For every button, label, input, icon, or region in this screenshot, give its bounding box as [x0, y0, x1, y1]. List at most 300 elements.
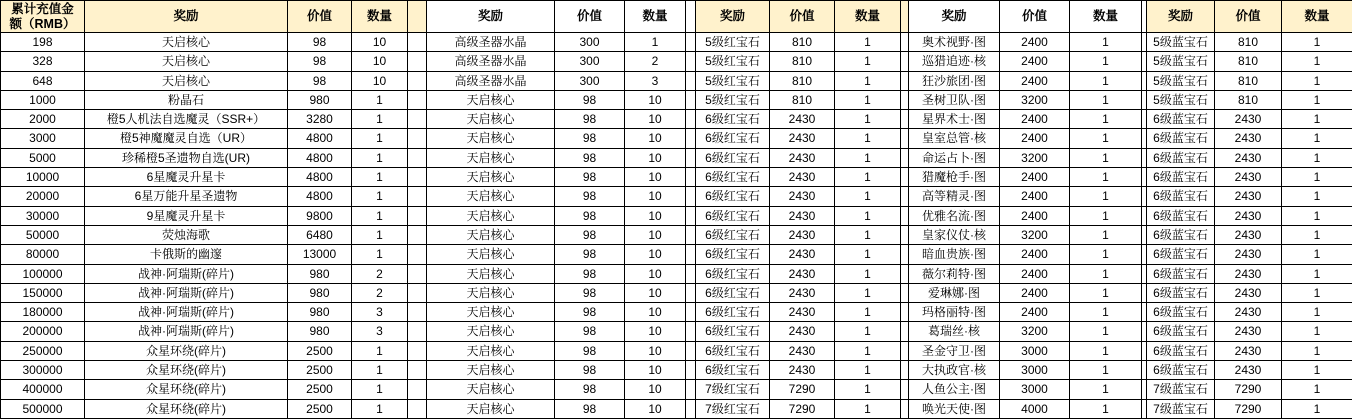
qty-cell: 1	[1070, 33, 1142, 52]
value-cell: 98	[555, 225, 625, 244]
value-cell: 2400	[1000, 264, 1070, 283]
qty-cell: 1	[835, 148, 901, 167]
reward-cell: 众星环绕(碎片)	[85, 399, 288, 418]
qty-cell: 1	[835, 52, 901, 71]
qty-cell: 1	[1070, 187, 1142, 206]
reward-cell: 5级红宝石	[696, 71, 770, 90]
qty-cell: 1	[352, 148, 408, 167]
reward-cell: 猎魔枪手·图	[909, 168, 1000, 187]
reward-cell: 6级蓝宝石	[1147, 322, 1215, 341]
reward-cell: 6级红宝石	[696, 206, 770, 225]
qty-cell: 1	[835, 399, 901, 418]
qty-cell: 1	[835, 264, 901, 283]
reward-cell: 战神·阿瑞斯(碎片)	[85, 264, 288, 283]
value-cell: 7290	[770, 380, 835, 399]
value-cell: 2430	[1215, 264, 1282, 283]
reward-cell: 天启核心	[427, 341, 555, 360]
qty-cell: 1	[1070, 361, 1142, 380]
qty-cell: 1	[1070, 129, 1142, 148]
table-row	[1, 361, 1352, 380]
value-cell: 2430	[770, 264, 835, 283]
table-row	[1, 168, 1352, 187]
column-header-amount	[1, 1, 85, 33]
reward-cell: 6级蓝宝石	[1147, 168, 1215, 187]
qty-cell: 3	[625, 71, 686, 90]
separator-cell	[408, 90, 427, 109]
reward-cell: 6级蓝宝石	[1147, 148, 1215, 167]
reward-cell: 天启核心	[85, 71, 288, 90]
reward-cell: 6级红宝石	[696, 148, 770, 167]
value-cell: 98	[555, 206, 625, 225]
reward-cell: 天启核心	[427, 245, 555, 264]
reward-cell: 天启核心	[427, 399, 555, 418]
qty-cell: 1	[1282, 129, 1352, 148]
value-cell: 2430	[1215, 148, 1282, 167]
separator-cell	[901, 341, 909, 360]
value-cell: 3200	[1000, 148, 1070, 167]
reward-cell: 天启核心	[427, 187, 555, 206]
table-row	[1, 264, 1352, 283]
value-cell: 2430	[770, 129, 835, 148]
separator-cell	[408, 187, 427, 206]
value-cell: 2430	[1215, 303, 1282, 322]
reward-cell: 6级蓝宝石	[1147, 225, 1215, 244]
column-header-value-3: 价值	[770, 1, 835, 33]
reward-cell: 众星环绕(碎片)	[85, 380, 288, 399]
reward-cell: 珍稀橙5圣遗物自选(UR)	[85, 148, 288, 167]
qty-cell: 10	[625, 110, 686, 129]
separator-cell	[686, 71, 696, 90]
value-cell: 98	[555, 341, 625, 360]
amount-cell: 150000	[1, 283, 85, 302]
value-cell: 810	[770, 52, 835, 71]
value-cell: 2400	[1000, 303, 1070, 322]
amount-cell: 250000	[1, 341, 85, 360]
qty-cell: 2	[352, 264, 408, 283]
reward-cell: 天启核心	[85, 33, 288, 52]
qty-cell: 1	[1282, 245, 1352, 264]
separator-cell	[408, 71, 427, 90]
qty-cell: 1	[835, 303, 901, 322]
reward-cell: 6星魔灵升星卡	[85, 168, 288, 187]
separator-header-2	[686, 1, 696, 33]
value-cell: 2430	[770, 322, 835, 341]
value-cell: 2400	[1000, 168, 1070, 187]
reward-cell: 星界术士·图	[909, 110, 1000, 129]
value-cell: 2500	[288, 341, 352, 360]
qty-cell: 1	[1070, 322, 1142, 341]
reward-cell: 5级蓝宝石	[1147, 33, 1215, 52]
value-cell: 300	[555, 33, 625, 52]
reward-cell: 6级蓝宝石	[1147, 303, 1215, 322]
reward-cell: 6级蓝宝石	[1147, 129, 1215, 148]
reward-cell: 天启核心	[427, 129, 555, 148]
qty-cell: 1	[1282, 148, 1352, 167]
qty-cell: 1	[1282, 322, 1352, 341]
separator-cell	[408, 322, 427, 341]
qty-cell: 1	[835, 245, 901, 264]
separator-cell	[686, 361, 696, 380]
qty-cell: 2	[352, 283, 408, 302]
table-row	[1, 380, 1352, 399]
qty-cell: 10	[625, 283, 686, 302]
reward-cell: 6级红宝石	[696, 361, 770, 380]
value-cell: 3200	[1000, 225, 1070, 244]
qty-cell: 1	[1070, 206, 1142, 225]
column-header-reward-2: 奖励	[427, 1, 555, 33]
reward-cell: 大执政官·核	[909, 361, 1000, 380]
value-cell: 2400	[1000, 52, 1070, 71]
qty-cell: 1	[352, 168, 408, 187]
table-body	[1, 33, 1352, 419]
separator-cell	[686, 245, 696, 264]
column-header-reward-4: 奖励	[909, 1, 1000, 33]
value-cell: 6480	[288, 225, 352, 244]
qty-cell: 10	[625, 322, 686, 341]
value-cell: 13000	[288, 245, 352, 264]
reward-cell: 圣金守卫·图	[909, 341, 1000, 360]
separator-cell	[408, 52, 427, 71]
value-cell: 2400	[1000, 129, 1070, 148]
reward-cell: 6级蓝宝石	[1147, 245, 1215, 264]
qty-cell: 1	[352, 110, 408, 129]
value-cell: 980	[288, 322, 352, 341]
qty-cell: 1	[352, 225, 408, 244]
value-cell: 810	[1215, 71, 1282, 90]
reward-cell: 5级红宝石	[696, 33, 770, 52]
reward-cell: 6级红宝石	[696, 245, 770, 264]
value-cell: 2500	[288, 380, 352, 399]
reward-cell: 卡俄斯的幽邃	[85, 245, 288, 264]
value-cell: 98	[555, 187, 625, 206]
qty-cell: 1	[835, 322, 901, 341]
column-header-reward-1: 奖励	[85, 1, 288, 33]
separator-cell	[686, 206, 696, 225]
reward-cell: 6级红宝石	[696, 168, 770, 187]
value-cell: 4800	[288, 187, 352, 206]
qty-cell: 1	[1070, 264, 1142, 283]
separator-cell	[408, 380, 427, 399]
reward-cell: 天启核心	[427, 90, 555, 109]
separator-cell	[686, 33, 696, 52]
reward-cell: 天启核心	[85, 52, 288, 71]
separator-cell	[686, 90, 696, 109]
reward-cell: 7级蓝宝石	[1147, 380, 1215, 399]
amount-cell: 200000	[1, 322, 85, 341]
separator-cell	[686, 399, 696, 418]
separator-cell	[686, 110, 696, 129]
value-cell: 7290	[1215, 380, 1282, 399]
qty-cell: 10	[625, 341, 686, 360]
value-cell: 3200	[1000, 322, 1070, 341]
reward-cell: 高级圣器水晶	[427, 52, 555, 71]
amount-cell: 50000	[1, 225, 85, 244]
value-cell: 980	[288, 283, 352, 302]
qty-cell: 10	[625, 361, 686, 380]
reward-cell: 荧烛海歌	[85, 225, 288, 244]
header-row	[1, 1, 1352, 33]
qty-cell: 1	[1070, 110, 1142, 129]
qty-cell: 1	[352, 90, 408, 109]
reward-cell: 6级蓝宝石	[1147, 110, 1215, 129]
reward-cell: 粉晶石	[85, 90, 288, 109]
column-header-value-5: 价值	[1215, 1, 1282, 33]
value-cell: 2430	[1215, 361, 1282, 380]
qty-cell: 1	[1070, 283, 1142, 302]
separator-cell	[408, 168, 427, 187]
column-header-qty-5: 数量	[1282, 1, 1352, 33]
separator-cell	[901, 33, 909, 52]
qty-cell: 1	[1282, 264, 1352, 283]
qty-cell: 10	[625, 245, 686, 264]
qty-cell: 1	[835, 361, 901, 380]
separator-cell	[408, 303, 427, 322]
value-cell: 4000	[1000, 399, 1070, 418]
value-cell: 2430	[1215, 129, 1282, 148]
reward-cell: 战神·阿瑞斯(碎片)	[85, 303, 288, 322]
reward-cell: 6级红宝石	[696, 129, 770, 148]
separator-cell	[408, 264, 427, 283]
qty-cell: 1	[1070, 303, 1142, 322]
value-cell: 4800	[288, 148, 352, 167]
qty-cell: 10	[352, 33, 408, 52]
reward-cell: 6级红宝石	[696, 110, 770, 129]
reward-cell: 爱琳娜·图	[909, 283, 1000, 302]
value-cell: 98	[555, 399, 625, 418]
reward-cell: 6级蓝宝石	[1147, 361, 1215, 380]
value-cell: 810	[770, 90, 835, 109]
separator-cell	[686, 225, 696, 244]
separator-cell	[686, 52, 696, 71]
value-cell: 980	[288, 264, 352, 283]
value-cell: 2430	[770, 110, 835, 129]
reward-cell: 7级蓝宝石	[1147, 399, 1215, 418]
qty-cell: 1	[352, 399, 408, 418]
table-row	[1, 283, 1352, 302]
qty-cell: 10	[625, 303, 686, 322]
separator-cell	[408, 110, 427, 129]
value-cell: 2430	[770, 187, 835, 206]
reward-cell: 天启核心	[427, 110, 555, 129]
separator-cell	[901, 52, 909, 71]
value-cell: 2430	[770, 225, 835, 244]
reward-cell: 皇家仪仗·核	[909, 225, 1000, 244]
qty-cell: 1	[1282, 187, 1352, 206]
value-cell: 810	[1215, 33, 1282, 52]
qty-cell: 1	[1282, 52, 1352, 71]
column-header-value-2: 价值	[555, 1, 625, 33]
separator-cell	[408, 129, 427, 148]
separator-cell	[408, 399, 427, 418]
value-cell: 2430	[1215, 341, 1282, 360]
separator-cell	[901, 148, 909, 167]
reward-cell: 玛格丽特·图	[909, 303, 1000, 322]
separator-cell	[686, 148, 696, 167]
reward-cell: 6级蓝宝石	[1147, 283, 1215, 302]
qty-cell: 1	[1070, 380, 1142, 399]
qty-cell: 1	[352, 129, 408, 148]
amount-cell: 500000	[1, 399, 85, 418]
value-cell: 2430	[770, 168, 835, 187]
reward-cell: 5级红宝石	[696, 90, 770, 109]
qty-cell: 10	[352, 52, 408, 71]
amount-cell: 10000	[1, 168, 85, 187]
separator-cell	[901, 399, 909, 418]
qty-cell: 10	[625, 380, 686, 399]
table-row	[1, 341, 1352, 360]
qty-cell: 1	[1282, 33, 1352, 52]
qty-cell: 1	[835, 283, 901, 302]
value-cell: 2400	[1000, 283, 1070, 302]
value-cell: 9800	[288, 206, 352, 225]
separator-cell	[408, 283, 427, 302]
reward-cell: 众星环绕(碎片)	[85, 341, 288, 360]
qty-cell: 1	[352, 341, 408, 360]
reward-cell: 战神·阿瑞斯(碎片)	[85, 283, 288, 302]
value-cell: 98	[555, 168, 625, 187]
qty-cell: 1	[1282, 341, 1352, 360]
value-cell: 2430	[770, 148, 835, 167]
reward-cell: 6级红宝石	[696, 283, 770, 302]
qty-cell: 10	[352, 71, 408, 90]
reward-cell: 天启核心	[427, 380, 555, 399]
separator-header-3	[901, 1, 909, 33]
amount-header-line2: 额（RMB）	[9, 16, 76, 31]
reward-cell: 5级蓝宝石	[1147, 90, 1215, 109]
reward-cell: 6级红宝石	[696, 264, 770, 283]
value-cell: 810	[770, 33, 835, 52]
reward-cell: 天启核心	[427, 168, 555, 187]
separator-cell	[686, 283, 696, 302]
qty-cell: 10	[625, 148, 686, 167]
qty-cell: 1	[835, 33, 901, 52]
value-cell: 2430	[770, 206, 835, 225]
value-cell: 98	[555, 283, 625, 302]
qty-cell: 1	[352, 187, 408, 206]
reward-cell: 暗血贵族·图	[909, 245, 1000, 264]
value-cell: 2430	[770, 361, 835, 380]
table-row	[1, 148, 1352, 167]
qty-cell: 10	[625, 168, 686, 187]
value-cell: 98	[288, 71, 352, 90]
qty-cell: 10	[625, 187, 686, 206]
column-header-reward-5: 奖励	[1147, 1, 1215, 33]
value-cell: 2430	[1215, 206, 1282, 225]
amount-cell: 180000	[1, 303, 85, 322]
column-header-value-1: 价值	[288, 1, 352, 33]
separator-cell	[901, 129, 909, 148]
qty-cell: 1	[1282, 361, 1352, 380]
reward-cell: 6级红宝石	[696, 225, 770, 244]
qty-cell: 1	[835, 110, 901, 129]
qty-cell: 1	[1282, 71, 1352, 90]
separator-cell	[901, 187, 909, 206]
amount-cell: 648	[1, 71, 85, 90]
amount-cell: 3000	[1, 129, 85, 148]
separator-header-1	[408, 1, 427, 33]
qty-cell: 1	[1070, 225, 1142, 244]
reward-cell: 6级红宝石	[696, 322, 770, 341]
value-cell: 3000	[1000, 380, 1070, 399]
reward-cell: 5级红宝石	[696, 52, 770, 71]
qty-cell: 1	[1282, 90, 1352, 109]
value-cell: 2430	[770, 283, 835, 302]
qty-cell: 10	[625, 206, 686, 225]
reward-cell: 葛瑞丝·核	[909, 322, 1000, 341]
qty-cell: 1	[1070, 148, 1142, 167]
reward-cell: 6级红宝石	[696, 303, 770, 322]
reward-cell: 天启核心	[427, 264, 555, 283]
qty-cell: 1	[1070, 52, 1142, 71]
amount-cell: 198	[1, 33, 85, 52]
table-row	[1, 71, 1352, 90]
column-header-qty-1: 数量	[352, 1, 408, 33]
amount-cell: 100000	[1, 264, 85, 283]
table-row	[1, 245, 1352, 264]
separator-cell	[901, 380, 909, 399]
reward-cell: 巡猎追迹·核	[909, 52, 1000, 71]
reward-cell: 6级蓝宝石	[1147, 264, 1215, 283]
value-cell: 2430	[1215, 110, 1282, 129]
qty-cell: 1	[835, 206, 901, 225]
value-cell: 2400	[1000, 206, 1070, 225]
amount-cell: 30000	[1, 206, 85, 225]
table-row	[1, 303, 1352, 322]
value-cell: 98	[555, 148, 625, 167]
value-cell: 2430	[1215, 322, 1282, 341]
value-cell: 2400	[1000, 110, 1070, 129]
separator-cell	[408, 33, 427, 52]
separator-cell	[901, 71, 909, 90]
amount-header-line1: 累计充值金	[11, 2, 74, 17]
qty-cell: 3	[352, 303, 408, 322]
reward-cell: 7级红宝石	[696, 380, 770, 399]
value-cell: 980	[288, 90, 352, 109]
reward-cell: 高级圣器水晶	[427, 71, 555, 90]
qty-cell: 1	[1070, 90, 1142, 109]
separator-cell	[408, 225, 427, 244]
value-cell: 2500	[288, 399, 352, 418]
separator-cell	[686, 341, 696, 360]
qty-cell: 1	[625, 33, 686, 52]
value-cell: 98	[555, 129, 625, 148]
value-cell: 300	[555, 71, 625, 90]
value-cell: 98	[555, 322, 625, 341]
qty-cell: 1	[352, 245, 408, 264]
qty-cell: 1	[1070, 399, 1142, 418]
separator-cell	[901, 206, 909, 225]
qty-cell: 1	[1282, 380, 1352, 399]
amount-cell: 5000	[1, 148, 85, 167]
separator-cell	[901, 90, 909, 109]
table-row	[1, 110, 1352, 129]
qty-cell: 1	[1070, 245, 1142, 264]
reward-cell: 天启核心	[427, 283, 555, 302]
column-header-qty-3: 数量	[835, 1, 901, 33]
reward-cell: 6级红宝石	[696, 341, 770, 360]
reward-cell: 奥术视野·图	[909, 33, 1000, 52]
value-cell: 98	[555, 361, 625, 380]
reward-cell: 5级蓝宝石	[1147, 71, 1215, 90]
reward-cell: 天启核心	[427, 322, 555, 341]
value-cell: 2430	[770, 341, 835, 360]
reward-cell: 6级蓝宝石	[1147, 341, 1215, 360]
qty-cell: 1	[835, 380, 901, 399]
amount-cell: 20000	[1, 187, 85, 206]
table-row	[1, 33, 1352, 52]
qty-cell: 10	[625, 264, 686, 283]
value-cell: 2400	[1000, 187, 1070, 206]
